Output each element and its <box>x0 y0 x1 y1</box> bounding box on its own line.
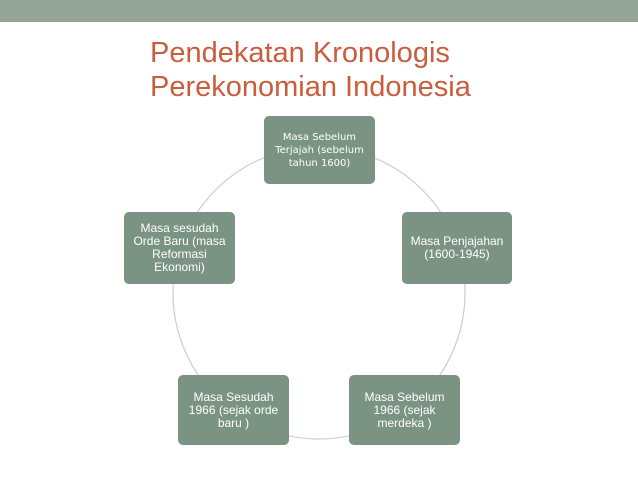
cycle-node-pre-colonial <box>264 116 375 184</box>
cycle-node-label: Masa Sebelum 1966 (sejak merdeka ) <box>364 389 445 430</box>
cycle-node-label: Masa Sesudah 1966 (sejak orde baru ) <box>188 389 279 430</box>
title-line-1: Pendekatan Kronologis <box>150 37 450 69</box>
cycle-node-after-1966 <box>178 375 289 445</box>
cycle-node-colonial <box>402 212 512 284</box>
cycle-node-reform <box>124 212 235 284</box>
cycle-node-label: Masa sesudah Orde Baru (masa Reformasi Ekonomi) <box>133 221 226 274</box>
cycle-node-label: Masa Penjajahan (1600-1945) <box>410 234 504 261</box>
cycle-node-before-1966 <box>349 375 460 445</box>
cycle-node-label: Masa Sebelum Terjajah (sebelum tahun 1600) <box>275 131 364 169</box>
title-line-2: Perekonomian Indonesia <box>150 71 471 103</box>
